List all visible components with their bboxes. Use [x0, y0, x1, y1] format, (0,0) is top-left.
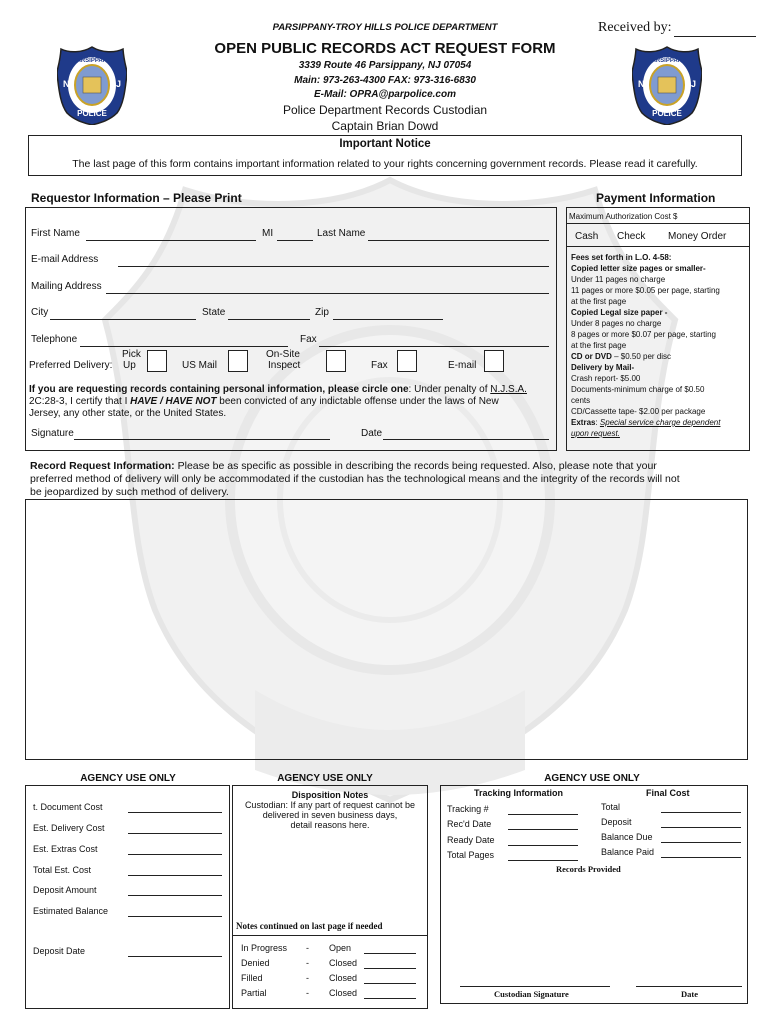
extras-label: Extras: [571, 418, 596, 427]
telephone-field[interactable]: [80, 346, 288, 347]
max-auth-label: Maximum Authorization Cost $: [569, 212, 678, 221]
city-label: City: [31, 307, 49, 318]
max-auth-divider: [566, 223, 750, 224]
agency-cost-label: Est. Delivery Cost: [33, 823, 105, 833]
status-state: Closed: [329, 958, 358, 968]
record-request-label: Record Request Information:: [30, 460, 175, 472]
first-name-label: First Name: [31, 228, 80, 239]
city-field[interactable]: [50, 319, 196, 320]
final-cost-field[interactable]: [661, 857, 741, 858]
cert-slash: /: [157, 396, 166, 407]
last-name-field[interactable]: [368, 240, 549, 241]
agency-cost-field[interactable]: [128, 956, 222, 957]
email-option-label: E-mail: [448, 360, 477, 371]
mi-label: MI: [262, 228, 274, 239]
disposition-title: Disposition Notes: [291, 790, 369, 800]
cert-part-1: : Under penalty of: [408, 384, 491, 395]
status-label: Denied: [241, 958, 270, 968]
mail-line-1: Crash report- $5.00: [571, 374, 641, 383]
agency-cost-field[interactable]: [128, 854, 222, 855]
tracking-label: Total Pages: [447, 850, 495, 860]
status-field[interactable]: [364, 953, 416, 954]
disposition-line-2: delivered in seven business days,: [262, 810, 398, 820]
tracking-field[interactable]: [508, 860, 578, 861]
disposition-divider: [232, 935, 428, 936]
letter-size-title: Copied letter size pages or smaller-: [571, 264, 706, 273]
badge-j: J: [116, 79, 122, 89]
onsite-label-2: Inspect: [268, 360, 301, 371]
mail-line-4: CD/Cassette tape- $2.00 per package: [571, 407, 706, 416]
us-mail-label: US Mail: [182, 360, 218, 371]
badge-police-text: POLICE: [77, 109, 107, 118]
agency-heading-left: AGENCY USE ONLY: [80, 773, 176, 784]
first-name-field[interactable]: [86, 240, 256, 241]
status-state: Closed: [329, 988, 358, 998]
legal-size-title: Copied Legal size paper -: [571, 308, 668, 317]
agency-cost-label: Deposit Date: [33, 946, 86, 956]
state-label: State: [202, 307, 226, 318]
records-provided-label: Records Provided: [556, 864, 621, 874]
fax-label: Fax: [300, 334, 317, 345]
status-state: Open: [329, 943, 352, 953]
agency-tracking-box: [440, 785, 748, 1004]
status-label: Partial: [241, 988, 267, 998]
email-field[interactable]: [118, 266, 549, 267]
tracking-field[interactable]: [508, 814, 578, 815]
status-field[interactable]: [364, 968, 416, 969]
tracking-field[interactable]: [508, 845, 578, 846]
record-request-instructions: [30, 460, 745, 499]
email-address: E-Mail: OPRA@parpolice.com: [314, 89, 456, 100]
status-field[interactable]: [364, 983, 416, 984]
final-cost-title: Final Cost: [646, 788, 690, 798]
tracking-title: Tracking Information: [474, 788, 564, 798]
address: 3339 Route 46 Parsippany, NJ 07054: [298, 60, 472, 71]
agency-heading-right: AGENCY USE ONLY: [544, 773, 640, 784]
cert-part-2b: been convicted of any indictable offense under the laws of New: [216, 396, 499, 407]
date-label: Date: [361, 428, 383, 439]
email-checkbox[interactable]: [484, 350, 504, 372]
extras-colon: :: [595, 418, 600, 427]
captain-name: Captain Brian Dowd: [331, 119, 439, 133]
record-request-text-1: Please be as specific as possible in describing the records being requested. Also, please note that your: [174, 460, 657, 472]
mailing-address-field[interactable]: [106, 293, 549, 294]
status-dash: -: [306, 973, 309, 983]
final-cost-label: Deposit: [601, 817, 632, 827]
badge-top-text: PARSIPPANY: [72, 58, 112, 64]
email-label: E-mail Address: [31, 254, 99, 265]
pick-up-label-1: Pick: [122, 349, 141, 360]
police-badge-logo-left: [57, 45, 127, 125]
custodian-date-label: Date: [681, 989, 698, 999]
agency-cost-label: Deposit Amount: [33, 885, 97, 895]
cash-option[interactable]: Cash: [575, 231, 599, 242]
tracking-label: Ready Date: [447, 835, 495, 845]
last-name-label: Last Name: [317, 228, 366, 239]
record-request-text-2: preferred method of delivery will only be accommodated if the custodian has the technological means and the integrity of the records will not: [30, 473, 680, 485]
status-dash: -: [306, 988, 309, 998]
custodian-title: Police Department Records Custodian: [282, 103, 488, 117]
tracking-field[interactable]: [508, 829, 578, 830]
status-dash: -: [306, 958, 309, 968]
agency-cost-field[interactable]: [128, 875, 222, 876]
custodian-signature-field[interactable]: [460, 986, 610, 987]
mail-line-3: cents: [571, 396, 591, 405]
status-label: In Progress: [241, 943, 288, 953]
fax-option-label: Fax: [371, 360, 388, 371]
extras-line-1: [571, 417, 720, 428]
department-name: PARSIPPANY-TROY HILLS POLICE DEPARTMENT: [272, 22, 498, 33]
final-cost-field[interactable]: [661, 812, 741, 813]
badge-n: N: [638, 79, 645, 89]
agency-cost-label: Estimated Balance: [33, 906, 109, 916]
final-cost-label: Balance Due: [601, 832, 653, 842]
us-mail-checkbox[interactable]: [228, 350, 248, 372]
status-state: Closed: [329, 973, 358, 983]
payment-method-divider: [566, 246, 750, 247]
agency-cost-field[interactable]: [128, 916, 222, 917]
cert-bold: If you are requesting records containing personal information, please circle one: [29, 384, 409, 395]
disposition-line-1: Custodian: If any part of request cannot be: [244, 800, 416, 810]
agency-cost-label: Total Est. Cost: [33, 865, 92, 875]
agency-cost-field[interactable]: [128, 895, 222, 896]
final-cost-label: Balance Paid: [601, 847, 655, 857]
agency-cost-field[interactable]: [128, 812, 222, 813]
telephone-label: Telephone: [31, 334, 78, 345]
certification-text: [29, 384, 553, 420]
badge-j: J: [691, 79, 697, 89]
record-request-text-3: be jeopardized by such method of delivery.: [30, 486, 229, 498]
zip-field[interactable]: [333, 319, 443, 320]
badge-n: N: [63, 79, 70, 89]
badge-police-text: POLICE: [652, 109, 682, 118]
mail-line-2: Documents-minimum charge of $0.50: [571, 385, 705, 394]
letter-size-line-3: at the first page: [571, 297, 627, 306]
onsite-checkbox[interactable]: [326, 350, 346, 372]
cert-part-2a: 2C:28-3, I certify that I: [29, 396, 131, 407]
legal-size-line-3: at the first page: [571, 341, 627, 350]
police-badge-logo-right: [632, 45, 702, 125]
legal-size-line-2: 8 pages or more $0.07 per page, starting: [571, 330, 716, 339]
cd-dvd-price: – $0.50 per disc: [611, 352, 672, 361]
notes-continued-label: Notes continued on last page if needed: [236, 921, 383, 931]
payment-heading: Payment Information: [596, 191, 716, 205]
form-title: OPEN PUBLIC RECORDS ACT REQUEST FORM: [214, 40, 556, 57]
signature-label: Signature: [31, 428, 74, 439]
fees-title: Fees set forth in L.O. 4-58:: [571, 253, 672, 262]
fax-field[interactable]: [319, 346, 549, 347]
received-by-line[interactable]: [674, 36, 756, 37]
received-by-label: Received by:: [598, 20, 672, 35]
letter-size-line-1: Under 11 pages no charge: [571, 275, 666, 284]
agency-cost-label: t. Document Cost: [33, 802, 103, 812]
zip-label: Zip: [315, 307, 329, 318]
custodian-date-field[interactable]: [636, 986, 742, 987]
cd-dvd-fee: [571, 351, 671, 362]
onsite-label-1: On-Site: [266, 349, 300, 360]
status-field[interactable]: [364, 998, 416, 999]
record-request-textarea[interactable]: [25, 499, 748, 760]
letter-size-line-2: 11 pages or more $0.05 per page, starting: [571, 286, 720, 295]
phone-fax: Main: 973-263-4300 FAX: 973-316-6830: [294, 75, 476, 86]
requestor-heading: Requestor Information – Please Print: [31, 191, 242, 205]
pick-up-checkbox[interactable]: [147, 350, 167, 372]
preferred-delivery-label: Preferred Delivery:: [29, 360, 113, 371]
fax-checkbox[interactable]: [397, 350, 417, 372]
final-cost-field[interactable]: [661, 827, 741, 828]
cert-njsa: N.J.S.A.: [490, 384, 527, 395]
important-notice-box: [28, 135, 742, 176]
tracking-label: Tracking #: [447, 804, 489, 814]
cd-dvd-label: CD or DVD: [571, 352, 612, 361]
mail-delivery-title: Delivery by Mail-: [571, 363, 635, 372]
money-order-option[interactable]: Money Order: [668, 231, 727, 242]
mi-field[interactable]: [277, 240, 313, 241]
state-field[interactable]: [228, 319, 310, 320]
extras-text-2: upon request.: [571, 429, 620, 438]
cert-have[interactable]: HAVE: [130, 396, 158, 407]
agency-cost-box: [25, 785, 230, 1009]
status-dash: -: [306, 943, 309, 953]
final-cost-field[interactable]: [661, 842, 741, 843]
legal-size-line-1: Under 8 pages no charge: [571, 319, 662, 328]
agency-heading-middle: AGENCY USE ONLY: [277, 773, 373, 784]
final-cost-label: Total: [601, 802, 621, 812]
extras-text-1: Special service charge dependent: [599, 418, 721, 427]
cert-have-not[interactable]: HAVE NOT: [165, 396, 217, 407]
mailing-address-label: Mailing Address: [31, 281, 102, 292]
notice-title: Important Notice: [339, 138, 431, 150]
badge-top-text: PARSIPPANY: [647, 58, 687, 64]
agency-cost-label: Est. Extras Cost: [33, 844, 98, 854]
tracking-label: Rec'd Date: [447, 819, 492, 829]
pick-up-label-2: Up: [123, 360, 136, 371]
cert-part-3: Jersey, any other state, or the United States.: [29, 408, 227, 419]
check-option[interactable]: Check: [617, 231, 646, 242]
status-label: Filled: [241, 973, 263, 983]
disposition-line-3: detail reasons here.: [290, 820, 370, 830]
agency-cost-field[interactable]: [128, 833, 222, 834]
custodian-signature-label: Custodian Signature: [494, 989, 569, 999]
date-field[interactable]: [383, 439, 549, 440]
notice-text: The last page of this form contains important information related to your rights concerning government records. Please read it carefully.: [72, 158, 698, 170]
signature-field[interactable]: [74, 439, 330, 440]
